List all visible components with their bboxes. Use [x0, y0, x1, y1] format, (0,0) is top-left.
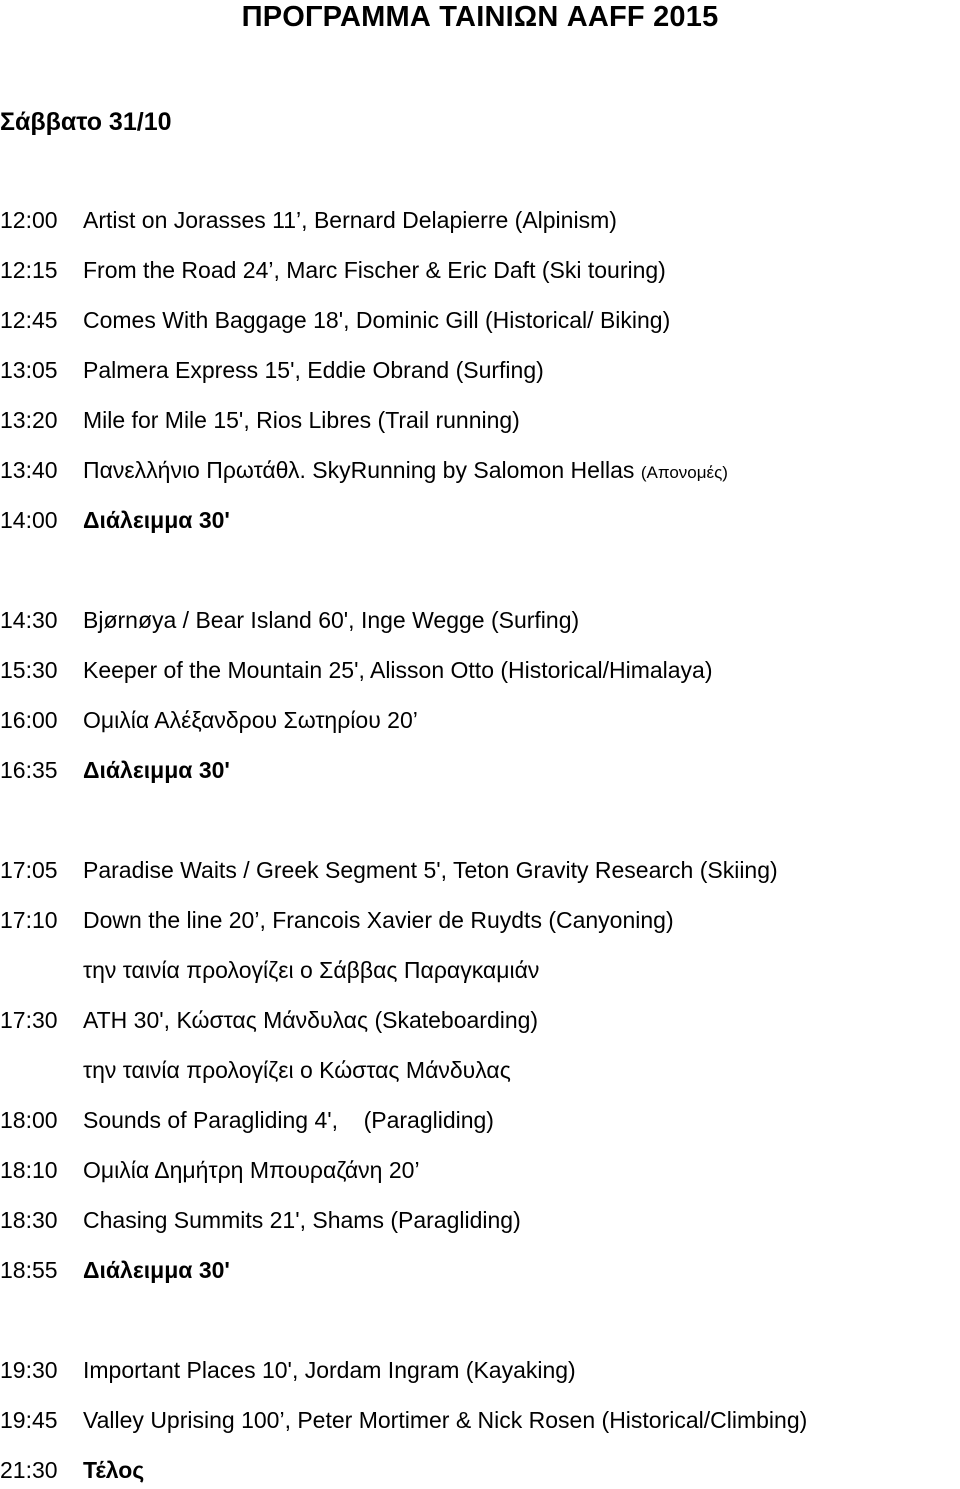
schedule-entry: Keeper of the Mountain 25', Alisson Otto (Historical/Himalaya) [83, 657, 713, 683]
page-title: ΠΡΟΓΡΑΜΜΑ ΤΑΙΝΙΩΝ AAFF 2015 [241, 1, 719, 33]
schedule-entry: Comes With Baggage 18', Dominic Gill (Historical/ Biking) [83, 307, 671, 333]
schedule-time: 13:05 [0, 357, 58, 383]
schedule-time: 16:00 [0, 707, 58, 733]
schedule-entry: Paradise Waits / Greek Segment 5', Teton Gravity Research (Skiing) [83, 857, 778, 883]
schedule-entry: Ομιλία Αλέξανδρου Σωτηρίου 20’ [83, 707, 418, 733]
schedule-time: 13:40 [0, 457, 58, 483]
schedule-entry: Bjørnøya / Bear Island 60', Inge Wegge (Surfing) [83, 607, 580, 633]
schedule-entry: Down the line 20’, Francois Xavier de Ruydts (Canyoning) [83, 907, 674, 933]
schedule-entry: Πανελλήνιο Πρωτάθλ. SkyRunning by Salomon Hellas [83, 457, 635, 483]
schedule-note: την ταινία προλογίζει ο Κώστας Μάνδυλας [83, 1057, 511, 1083]
break-label: Διάλειμμα 30' [83, 757, 230, 783]
schedule-entry: Ομιλία Δημήτρη Μπουραζάνη 20’ [83, 1157, 420, 1183]
schedule-time: 14:30 [0, 607, 58, 633]
end-label: Τέλος [83, 1457, 145, 1483]
break-label: Διάλειμμα 30' [83, 507, 230, 533]
schedule-time: 18:00 [0, 1107, 58, 1133]
schedule-time: 17:10 [0, 907, 58, 933]
schedule-time: 12:45 [0, 307, 58, 333]
schedule-time: 17:05 [0, 857, 58, 883]
schedule-entry-suffix: (Απονομές) [640, 463, 728, 482]
break-label: Διάλειμμα 30' [83, 1257, 230, 1283]
schedule-entry: Chasing Summits 21', Shams (Paragliding) [83, 1207, 521, 1233]
schedule-time: 19:30 [0, 1357, 58, 1383]
schedule-time: 17:30 [0, 1007, 58, 1033]
schedule-note: την ταινία προλογίζει ο Σάββας Παραγκαμιάν [83, 957, 540, 983]
schedule-time: 13:20 [0, 407, 58, 433]
schedule-time: 16:35 [0, 757, 58, 783]
schedule-entry: Valley Uprising 100’, Peter Mortimer & Nick Rosen (Historical/Climbing) [83, 1407, 808, 1433]
schedule-time: 21:30 [0, 1457, 58, 1483]
schedule-time: 19:45 [0, 1407, 58, 1433]
schedule-entry: Palmera Express 15', Eddie Obrand (Surfing) [83, 357, 544, 383]
day-heading: Σάββατο 31/10 [0, 108, 172, 136]
schedule-entry: Mile for Mile 15', Rios Libres (Trail running) [83, 407, 520, 433]
schedule-time: 12:00 [0, 207, 58, 233]
schedule-entry: ATH 30', Κώστας Μάνδυλας (Skateboarding) [83, 1007, 539, 1033]
schedule-time: 12:15 [0, 257, 58, 283]
schedule-entry: Important Places 10', Jordam Ingram (Kayaking) [83, 1357, 576, 1383]
schedule-time: 18:55 [0, 1257, 58, 1283]
schedule-time: 14:00 [0, 507, 58, 533]
schedule-time: 18:10 [0, 1157, 58, 1183]
schedule-time: 18:30 [0, 1207, 58, 1233]
schedule-time: 15:30 [0, 657, 58, 683]
schedule-entry: Artist on Jorasses 11’, Bernard Delapierre (Alpinism) [83, 207, 617, 233]
schedule-entry-wrap [83, 453, 728, 490]
schedule-entry: Sounds of Paragliding 4', (Paragliding) [83, 1107, 494, 1133]
schedule-entry: From the Road 24’, Marc Fischer & Eric Daft (Ski touring) [83, 257, 666, 283]
